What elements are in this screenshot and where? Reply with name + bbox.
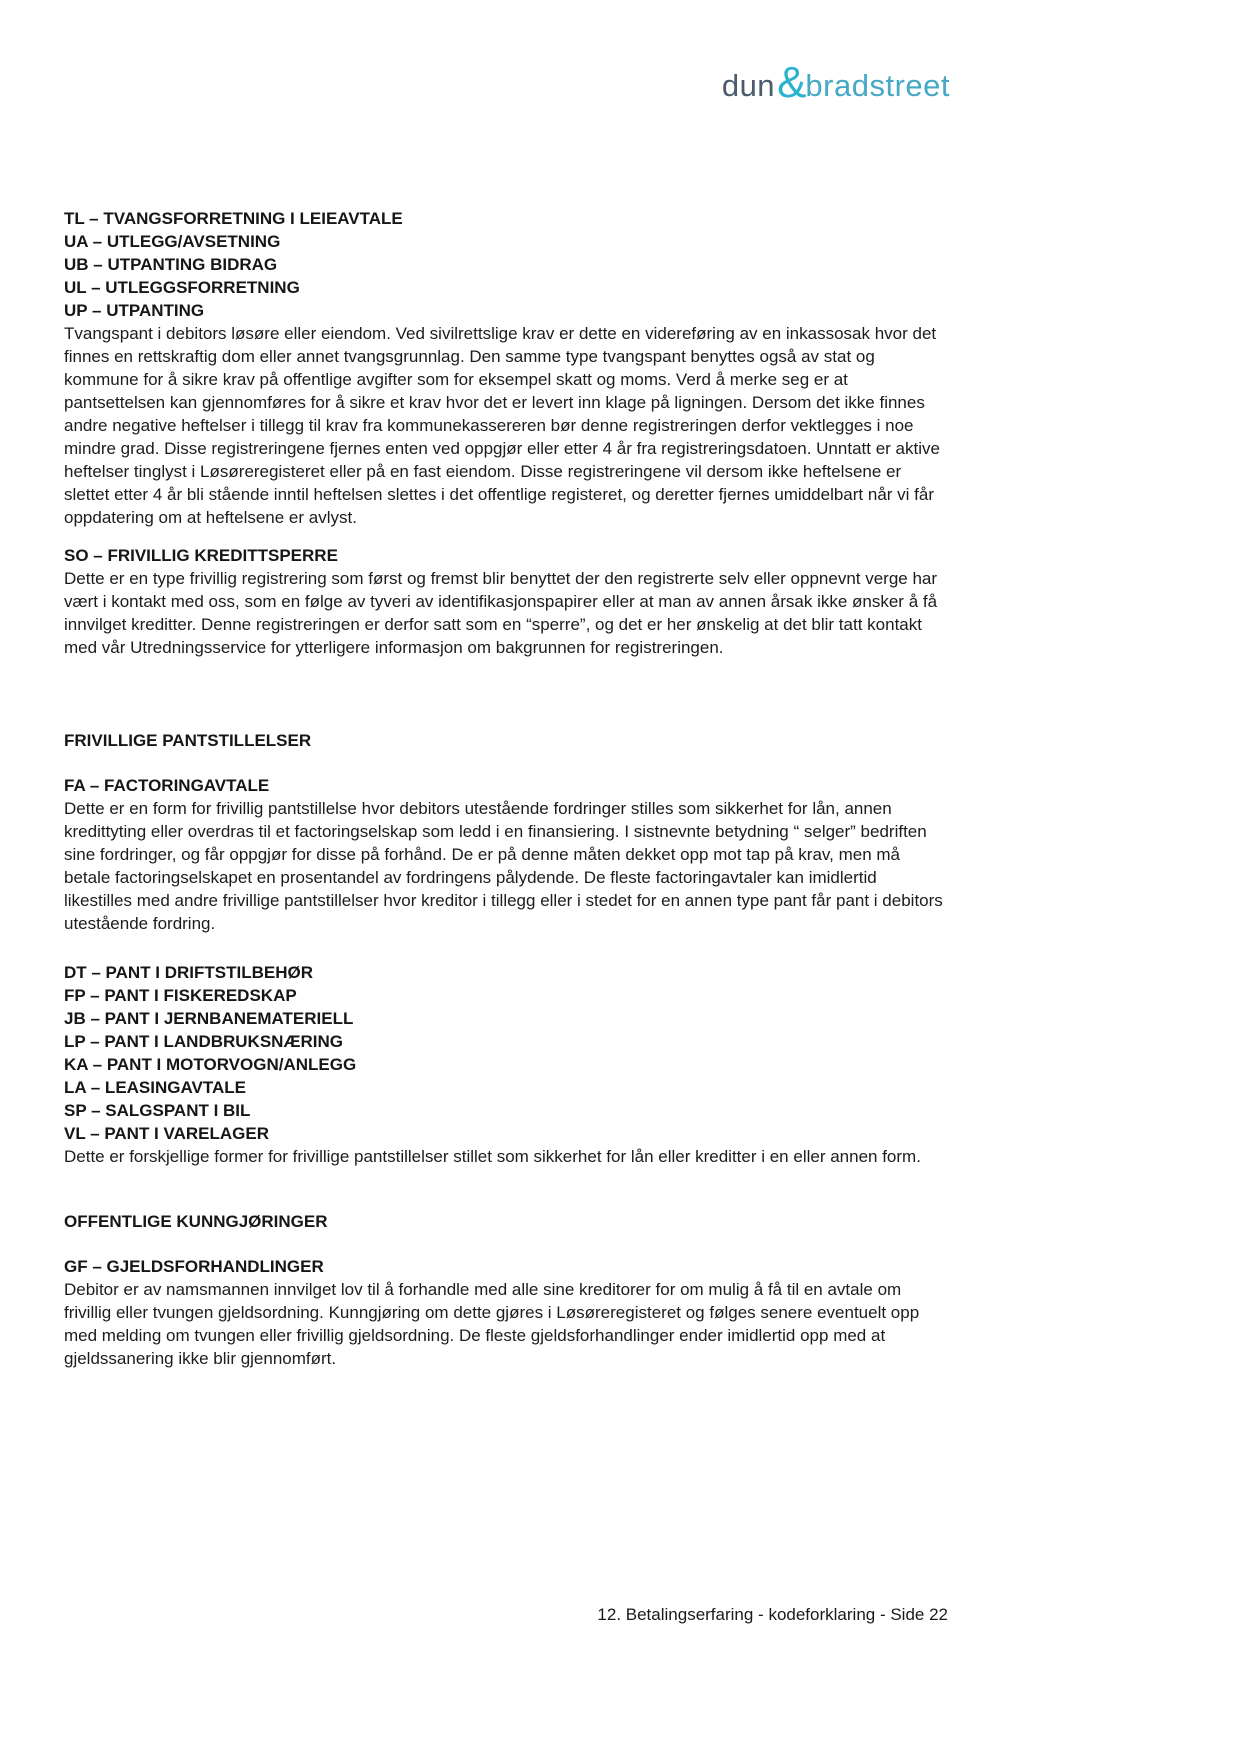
code-heading-group-tvang [64, 207, 948, 322]
logo-ampersand-icon: & [777, 58, 807, 107]
code-heading-la: LA – LEASINGAVTALE [64, 1078, 246, 1097]
code-heading-jb: JB – PANT I JERNBANEMATERIELL [64, 1009, 354, 1028]
code-heading-vl: VL – PANT I VARELAGER [64, 1124, 269, 1143]
section-title-offentlige-kunngjoringer: OFFENTLIGE KUNNGJØRINGER [64, 1212, 328, 1231]
code-heading-group-pant [64, 961, 948, 1145]
code-heading-ua: UA – UTLEGG/AVSETNING [64, 232, 281, 251]
code-heading-so: SO – FRIVILLIG KREDITTSPERRE [64, 546, 338, 565]
paragraph-gjeldsforhandlinger: Debitor er av namsmannen innvilget lov til å forhandle med alle sine kreditorer for om mulig å få til en avtale om frivillig eller tvungen gjeldsordning. Kunngjøring om dette gjøres i Løsøreregisteret og følges senere eventuelt opp med melding om tvungen eller frivillig gjeldsordning. De fleste gjeldsforhandlinger ender imidlertid opp med at gjeldssanering ikke blir gjennomført. [64, 1280, 920, 1368]
code-heading-dt: DT – PANT I DRIFTSTILBEHØR [64, 963, 314, 982]
paragraph-frivillige-pant: Dette er forskjellige former for frivillige pantstillelser stillet som sikkerhet for lån eller kreditter i en eller annen form. [64, 1147, 921, 1166]
paragraph-tvangspant: Tvangspant i debitors løsøre eller eiendom. Ved sivilrettslige krav er dette en videreføring av en inkassosak hvor det finnes en rettskraftig dom eller annet tvangsgrunnlag. Den samme type tvangspant benyttes også av stat og kommune for å sikre krav på offentlige avgifter som for eksempel skatt og moms. Verd å merke seg er at pantsettelsen kan gjennomføres for å sikre et krav hvor det er levert inn klage på ligningen. Dersom det ikke finnes andre negative heftelser i tillegg til krav fra kommunekassereren bør denne registreringen derfor vektlegges i noe mindre grad. Disse registreringene fjernes enten ved oppgjør eller etter 4 år fra registreringsdatoen. Unntatt er aktive heftelser tinglyst i Løsøreregisteret eller på en fast eiendom. Disse registreringene vil dersom ikke heftelsene er slettet etter 4 år bli stående inntil heftelsen slettes i det offentlige registeret, og deretter fjernes umiddelbart når vi får oppdatering om at heftelsene er avlyst. [64, 324, 940, 527]
paragraph-factoringavtale: Dette er en form for frivillig pantstillelse hvor debitors utestående fordringer stilles som sikkerhet for lån, annen kredittyting eller overdras til et factoringselskap som ledd i en finansiering. I sistnevnte betydning “ selger” bedriften sine fordringer, og får oppgjør for disse på forhånd. De er på denne måten dekket opp mot tap på krav, men må betale factoringselskapet en prosentandel av fordringens pålydende. De fleste factoringavtaler kan imidlertid likestilles med andre frivillige pantstillelser hvor kreditor i tillegg eller i stedet for en annen type pant får pant i debitors utestående fordring. [64, 799, 943, 933]
logo-text-bradstreet: bradstreet [805, 68, 950, 103]
code-heading-fp: FP – PANT I FISKEREDSKAP [64, 986, 297, 1005]
code-heading-gf: GF – GJELDSFORHANDLINGER [64, 1257, 324, 1276]
code-heading-fa: FA – FACTORINGAVTALE [64, 776, 270, 795]
page-footer: 12. Betalingserfaring - kodeforklaring - Side 22 [597, 1605, 948, 1624]
paragraph-kredittsperre: Dette er en type frivillig registrering som først og fremst blir benyttet der den registrerte selv eller oppnevnt verge har vært i kontakt med oss, som en følge av tyveri av identifikasjonspapirer eller at man av annen årsak ikke ønsker å få innvilget kreditter. Denne registreringen er derfor satt som en “sperre”, og det er her ønskelig at det blir tatt kontakt med vår Utredningsservice for ytterligere informasjon om bakgrunnen for registreringen. [64, 569, 938, 657]
code-heading-up: UP – UTPANTING [64, 301, 205, 320]
code-heading-tl: TL – TVANGSFORRETNING I LEIEAVTALE [64, 209, 403, 228]
document-content [64, 207, 948, 1370]
code-heading-ka: KA – PANT I MOTORVOGN/ANLEGG [64, 1055, 357, 1074]
code-heading-ul: UL – UTLEGGSFORRETNING [64, 278, 300, 297]
code-heading-sp: SP – SALGSPANT I BIL [64, 1101, 251, 1120]
code-heading-ub: UB – UTPANTING BIDRAG [64, 255, 278, 274]
dun-bradstreet-logo [721, 58, 950, 107]
section-title-frivillige-pantstillelser: FRIVILLIGE PANTSTILLELSER [64, 731, 312, 750]
logo-text-dun: dun [721, 68, 776, 103]
code-heading-lp: LP – PANT I LANDBRUKSNÆRING [64, 1032, 343, 1051]
